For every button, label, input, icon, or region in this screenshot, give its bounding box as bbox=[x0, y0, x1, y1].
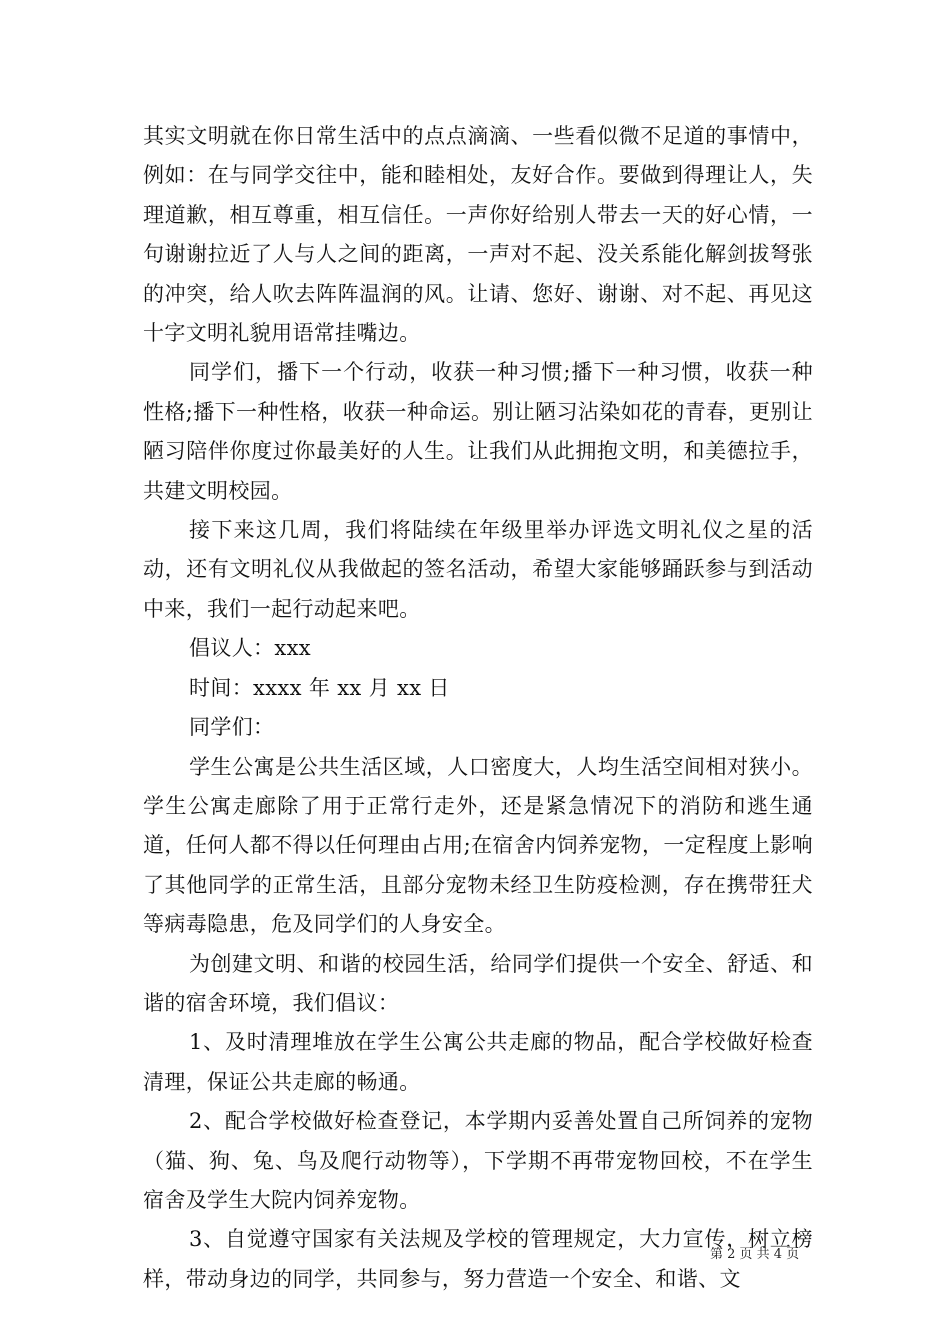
list-item-1: 1、及时清理堆放在学生公寓公共走廊的物品，配合学校做好检查清理，保证公共走廊的畅通。 bbox=[143, 1030, 813, 1094]
paragraph-7: 学生公寓是公共生活区域，人口密度大，人均生活空间相对狭小。学生公寓走廊除了用于正常行走外，还是紧急情况下的消防和逃生通道，任何人都不得以任何理由占用;在宿舍内饲养宠物，一定程度上影响了其他同学的正常生活，且部分宠物未经卫生防疫检测，存在携带狂犬等病毒隐患，危及同学们的人身安全。 bbox=[143, 754, 813, 937]
list-item-3: 3、自觉遵守国家有关法规及学校的管理规定，大力宣传，树立榜样，带动身边的同学，共同参与，努力营造一个安全、和谐、文 bbox=[143, 1227, 813, 1291]
date-line: 时间：xxxx 年 xx 月 xx 日 bbox=[189, 675, 450, 700]
page-number: 第 2 页 共 4 页 bbox=[710, 1247, 800, 1262]
paragraph-3: 接下来这几周，我们将陆续在年级里举办评选文明礼仪之星的活动，还有文明礼仪从我做起的签名活动，希望大家能够踊跃参与到活动中来，我们一起行动起来吧。 bbox=[143, 518, 813, 621]
salutation: 同学们： bbox=[189, 715, 275, 740]
paragraph-8: 为创建文明、和谐的校园生活，给同学们提供一个安全、舒适、和谐的宿舍环境，我们倡议： bbox=[143, 951, 813, 1015]
paragraph-1: 其实文明就在你日常生活中的点点滴滴、一些看似微不足道的事情中，例如：在与同学交往中，能和睦相处，友好合作。要做到得理让人，失理道歉，相互尊重，相互信任。一声你好给别人带去一天的好心情，一句谢谢拉近了人与人之间的距离，一声对不起、没关系能化解剑拔弩张的冲突，给人吹去阵阵温润的风。让请、您好、谢谢、对不起、再见这十字文明礼貌用语常挂嘴边。 bbox=[143, 124, 813, 346]
document-body bbox=[143, 117, 813, 1299]
list-item-2: 2、配合学校做好检查登记，本学期内妥善处置自己所饲养的宠物（猫、狗、兔、鸟及爬行动物等），下学期不再带宠物回校，不在学生宿舍及学生大院内饲养宠物。 bbox=[143, 1109, 813, 1212]
initiator-line: 倡议人：xxx bbox=[189, 636, 311, 661]
paragraph-2: 同学们，播下一个行动，收获一种习惯;播下一种习惯，收获一种性格;播下一种性格，收获一种命运。别让陋习沾染如花的青春，更别让陋习陪伴你度过你最美好的人生。让我们从此拥抱文明，和美德拉手，共建文明校园。 bbox=[143, 360, 813, 503]
